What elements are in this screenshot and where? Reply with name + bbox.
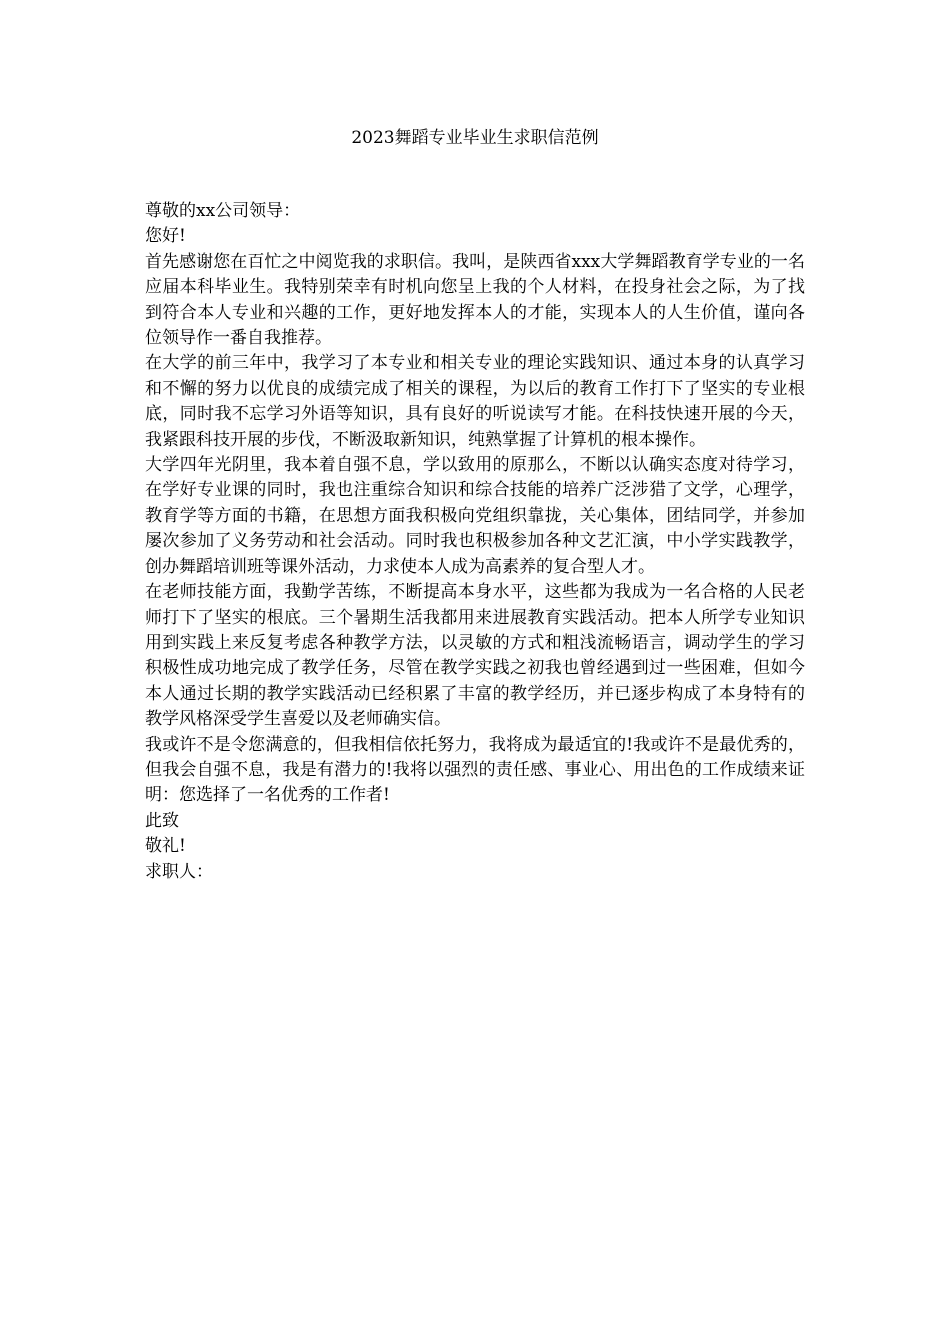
paragraph-university-life: 大学四年光阴里，我本着自强不息，学以致用的原那么，不断以认确实态度对待学习，在学好专业课的同时，我也注重综合知识和综合技能的培养广泛涉猎了文学，心理学，教育学等方面的书籍，在思想方面我积极向党组织靠拢，关心集体，团结同学，并参加屡次参加了义务劳动和社会活动。同时我也积极参加各种文艺汇演，中小学实践教学，创办舞蹈培训班等课外活动，力求使本人成为高素养的复合型人才。 xyxy=(145,455,805,577)
paragraph-intro: 首先感谢您在百忙之中阅览我的求职信。我叫，是陕西省xxx大学舞蹈教育学专业的一名应届本科毕业生。我特别荣幸有时机向您呈上我的个人材料，在投身社会之际，为了找到符合本人专业和兴趣的工作，更好地发挥本人的才能，实现本人的人生价值，谨向各位领导作一番自我推荐。 xyxy=(145,251,805,349)
greeting: 您好! xyxy=(145,226,186,247)
salutation: 尊敬的xx公司领导： xyxy=(145,201,301,221)
closing-line-2: 敬礼! xyxy=(145,836,186,857)
paragraph-conclusion: 我或许不是令您满意的，但我相信依托努力，我将成为最适宜的!我或许不是最优秀的，但我会自强不息，我是有潜力的!我将以强烈的责任感、事业心、用出色的工作成绩来证明：您选择了一名优秀的工作者! xyxy=(145,734,805,806)
letter-body xyxy=(145,199,805,885)
paragraph-teaching-skills: 在老师技能方面，我勤学苦练，不断提高本身水平，这些都为我成为一名合格的人民老师打下了坚实的根底。三个暑期生活我都用来进展教育实践活动。把本人所学专业知识用到实践上来反复考虑各种教学方法，以灵敏的方式和粗浅流畅语言，调动学生的学习积极性成功地完成了教学任务，尽管在教学实践之初我也曾经遇到过一些困难，但如今本人通过长期的教学实践活动已经积累了丰富的教学经历，并已逐步构成了本身特有的教学风格深受学生喜爱以及老师确实信。 xyxy=(145,582,805,730)
closing-line-1: 此致 xyxy=(145,810,179,831)
signature-label: 求职人： xyxy=(145,861,213,882)
paragraph-study: 在大学的前三年中，我学习了本专业和相关专业的理论实践知识、通过本身的认真学习和不懈的努力以优良的成绩完成了相关的课程，为以后的教育工作打下了坚实的专业根底，同时我不忘学习外语等知识，具有良好的听说读写才能。在科技快速开展的今天，我紧跟科技开展的步伐，不断汲取新知识，纯熟掌握了计算机的根本操作。 xyxy=(145,353,805,450)
document-title: 2023舞蹈专业毕业生求职信范例 xyxy=(351,128,599,148)
